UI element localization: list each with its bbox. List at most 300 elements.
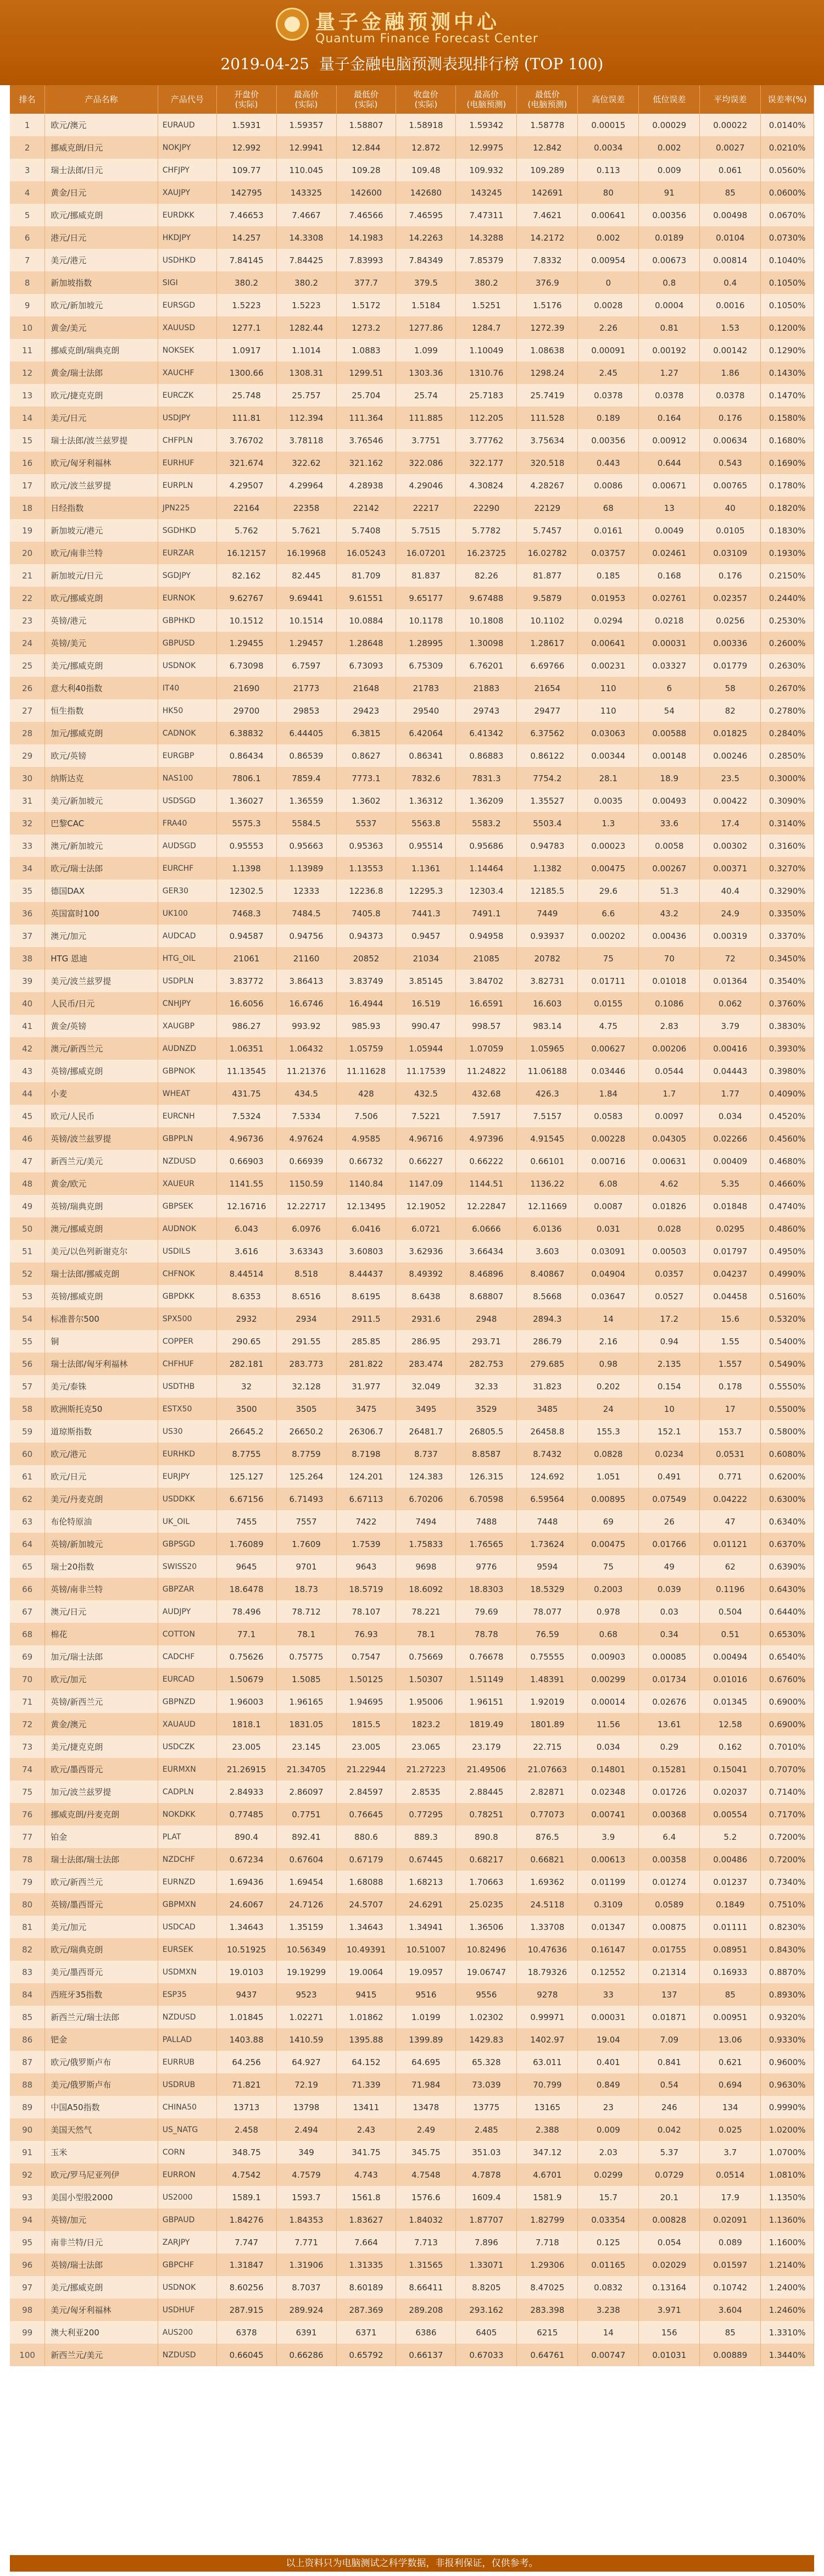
cell-product-name: 棉花 [45, 1623, 158, 1645]
column-header-sublabel: (实际) [414, 99, 438, 109]
cell-high-actual: 24.7126 [276, 1893, 336, 1916]
cell-high-actual: 25.757 [276, 384, 336, 407]
cell-product-code: CORN [158, 2141, 216, 2163]
cell-error-rate: 0.9990% [761, 2096, 814, 2118]
cell-close-actual: 1.5184 [396, 294, 456, 316]
cell-high-forecast: 12303.4 [456, 880, 517, 902]
table-row [10, 1172, 814, 1195]
cell-high-forecast: 14.3288 [456, 226, 517, 249]
table-row [10, 1195, 814, 1217]
cell-rank: 9 [10, 294, 45, 316]
table-row [10, 2141, 814, 2163]
cell-high-actual: 8.7759 [276, 1443, 336, 1465]
cell-close-actual: 6.42064 [396, 722, 456, 744]
table-row [10, 1510, 814, 1533]
cell-high-forecast: 7831.3 [456, 767, 517, 789]
cell-close-actual: 2.8535 [396, 1781, 456, 1803]
cell-product-name: 挪威克朗/瑞典克朗 [45, 339, 158, 361]
cell-open-actual: 1.01845 [216, 2006, 276, 2028]
cell-open-actual: 6.043 [216, 1217, 276, 1240]
cell-high-actual: 13798 [276, 2096, 336, 2118]
cell-product-name: 美元/泰铢 [45, 1375, 158, 1398]
table-row [10, 1420, 814, 1443]
cell-product-name: 黄金/瑞士法郎 [45, 361, 158, 384]
cell-product-code: USDHKD [158, 249, 216, 271]
table-row [10, 542, 814, 564]
cell-open-actual: 1818.1 [216, 1713, 276, 1735]
cell-high-actual: 1.06432 [276, 1037, 336, 1060]
cell-product-name: 英镑/新西兰元 [45, 1690, 158, 1713]
cell-high-actual: 3.78118 [276, 429, 336, 452]
cell-product-code: SIGI [158, 271, 216, 294]
cell-high-forecast: 1.30098 [456, 632, 517, 654]
cell-high-error: 0.00641 [578, 632, 639, 654]
cell-high-error: 0.00344 [578, 744, 639, 767]
cell-product-code: USDSGD [158, 789, 216, 812]
cell-product-code: AUDNOK [158, 1217, 216, 1240]
table-row [10, 1600, 814, 1623]
cell-low-error: 7.09 [639, 2028, 700, 2051]
cell-product-code: EURHUF [158, 452, 216, 474]
cell-low-actual: 22142 [336, 497, 396, 519]
cell-average-error: 0.02266 [700, 1127, 761, 1150]
column-header-label: 产品名称 [85, 94, 118, 104]
cell-product-name: 美元/俄罗斯卢布 [45, 2073, 158, 2096]
cell-product-code: COPPER [158, 1330, 216, 1353]
cell-low-error: 0.00356 [639, 204, 700, 226]
cell-high-error: 0.0828 [578, 1443, 639, 1465]
cell-rank: 88 [10, 2073, 45, 2096]
cell-low-forecast: 8.47025 [517, 2276, 578, 2299]
table-row [10, 136, 814, 159]
cell-low-error: 0.54 [639, 2073, 700, 2096]
cell-low-forecast: 347.12 [517, 2141, 578, 2163]
cell-low-forecast: 9594 [517, 1555, 578, 1578]
cell-product-name: 铂金 [45, 1826, 158, 1848]
cell-low-error: 6.4 [639, 1826, 700, 1848]
cell-low-forecast: 18.5329 [517, 1578, 578, 1600]
cell-low-actual: 1.13553 [336, 857, 396, 880]
cell-low-error: 0.01274 [639, 1871, 700, 1893]
cell-low-actual: 1.94695 [336, 1690, 396, 1713]
cell-low-forecast: 4.28267 [517, 474, 578, 497]
cell-error-rate: 1.2140% [761, 2254, 814, 2276]
cell-low-forecast: 0.64761 [517, 2344, 578, 2366]
cell-low-actual: 71.339 [336, 2073, 396, 2096]
cell-rank: 60 [10, 1443, 45, 1465]
cell-low-forecast: 21654 [517, 677, 578, 699]
cell-high-forecast: 1.87707 [456, 2208, 517, 2231]
cell-rank: 71 [10, 1690, 45, 1713]
cell-low-error: 70 [639, 947, 700, 970]
cell-low-actual: 142600 [336, 181, 396, 204]
cell-product-name: 英镑/瑞士法郎 [45, 2254, 158, 2276]
disclaimer-footer: 以上资料只为电脑测试之科学数据，非报利保证，仅供参考。 [10, 2555, 814, 2572]
cell-product-name: 欧元/挪威克朗 [45, 204, 158, 226]
cell-product-name: 英镑/港元 [45, 609, 158, 632]
cell-open-actual: 21061 [216, 947, 276, 970]
cell-close-actual: 25.74 [396, 384, 456, 407]
cell-average-error: 0.1849 [700, 1893, 761, 1916]
cell-low-error: 0.00631 [639, 1150, 700, 1172]
cell-low-error: 1.7 [639, 1082, 700, 1105]
cell-open-actual: 3.76702 [216, 429, 276, 452]
cell-open-actual: 29700 [216, 699, 276, 722]
table-row [10, 2163, 814, 2186]
cell-rank: 99 [10, 2321, 45, 2344]
cell-low-forecast: 983.14 [517, 1015, 578, 1037]
cell-high-error: 33 [578, 1983, 639, 2006]
cell-product-name: 美元/以色列新谢克尔 [45, 1240, 158, 1262]
cell-low-actual: 321.162 [336, 452, 396, 474]
cell-rank: 39 [10, 970, 45, 992]
cell-product-code: EURRON [158, 2163, 216, 2186]
cell-low-actual: 0.67179 [336, 1848, 396, 1871]
cell-low-actual: 1.58807 [336, 114, 396, 136]
cell-average-error: 0.176 [700, 407, 761, 429]
table-row [10, 744, 814, 767]
column-header-label: 收盘价 [413, 90, 438, 99]
cell-high-forecast: 0.66222 [456, 1150, 517, 1172]
table-row [10, 316, 814, 339]
cell-high-error: 0.00356 [578, 429, 639, 452]
cell-low-forecast: 6215 [517, 2321, 578, 2344]
cell-open-actual: 380.2 [216, 271, 276, 294]
cell-product-name: 英镑/瑞典克朗 [45, 1195, 158, 1217]
cell-close-actual: 1277.86 [396, 316, 456, 339]
cell-high-forecast: 9.67488 [456, 587, 517, 609]
cell-low-forecast: 7.8332 [517, 249, 578, 271]
cell-low-error: 0.00206 [639, 1037, 700, 1060]
cell-low-actual: 1.83627 [336, 2208, 396, 2231]
cell-error-rate: 0.1930% [761, 542, 814, 564]
cell-high-error: 0.00954 [578, 249, 639, 271]
table-row [10, 2006, 814, 2028]
cell-average-error: 1.86 [700, 361, 761, 384]
cell-product-code: WHEAT [158, 1082, 216, 1105]
cell-low-error: 0.13164 [639, 2276, 700, 2299]
cell-rank: 56 [10, 1353, 45, 1375]
cell-low-actual: 81.709 [336, 564, 396, 587]
cell-high-error: 0.03063 [578, 722, 639, 744]
cell-average-error: 0.10742 [700, 2276, 761, 2299]
cell-low-forecast: 0.86122 [517, 744, 578, 767]
cell-low-error: 152.1 [639, 1420, 700, 1443]
cell-high-error: 0.0832 [578, 2276, 639, 2299]
cell-high-error: 0.03446 [578, 1060, 639, 1082]
brand-name-cn: 量子金融预测中心 [315, 10, 500, 34]
cell-product-name: 英镑/美元 [45, 632, 158, 654]
cell-average-error: 58 [700, 677, 761, 699]
cell-average-error: 0.00765 [700, 474, 761, 497]
cell-high-error: 23 [578, 2096, 639, 2118]
table-row [10, 1330, 814, 1353]
cell-low-error: 0.00673 [639, 249, 700, 271]
cell-product-name: 美国小型股2000 [45, 2186, 158, 2208]
cell-open-actual: 986.27 [216, 1015, 276, 1037]
cell-close-actual: 1.36312 [396, 789, 456, 812]
cell-average-error: 0.621 [700, 2051, 761, 2073]
cell-high-error: 24 [578, 1398, 639, 1420]
cell-low-error: 0.028 [639, 1217, 700, 1240]
cell-low-actual: 0.76645 [336, 1803, 396, 1826]
cell-close-actual: 12.872 [396, 136, 456, 159]
cell-rank: 29 [10, 744, 45, 767]
cell-close-actual: 10.1178 [396, 609, 456, 632]
cell-open-actual: 13713 [216, 2096, 276, 2118]
cell-product-name: 瑞士法郎/日元 [45, 159, 158, 181]
cell-average-error: 0.0104 [700, 226, 761, 249]
cell-low-forecast: 1.82799 [517, 2208, 578, 2231]
cell-high-actual: 29853 [276, 699, 336, 722]
cell-low-error: 0.01755 [639, 1938, 700, 1961]
cell-high-forecast: 0.67033 [456, 2344, 517, 2366]
column-header-label: 最低价 [353, 90, 378, 99]
cell-close-actual: 1399.89 [396, 2028, 456, 2051]
cell-error-rate: 0.3450% [761, 947, 814, 970]
cell-high-forecast: 1609.4 [456, 2186, 517, 2208]
cell-product-name: 新西兰元/美元 [45, 2344, 158, 2366]
cell-average-error: 0.0514 [700, 2163, 761, 2186]
cell-open-actual: 16.12157 [216, 542, 276, 564]
cell-average-error: 0.51 [700, 1623, 761, 1645]
cell-high-actual: 72.19 [276, 2073, 336, 2096]
table-row [10, 1082, 814, 1105]
column-header-label: 最高价 [474, 90, 499, 99]
table-row [10, 226, 814, 249]
cell-high-error: 0.009 [578, 2118, 639, 2141]
cell-close-actual: 289.208 [396, 2299, 456, 2321]
cell-low-error: 0.491 [639, 1465, 700, 1488]
cell-high-actual: 0.75775 [276, 1645, 336, 1668]
cell-close-actual: 71.984 [396, 2073, 456, 2096]
cell-open-actual: 32 [216, 1375, 276, 1398]
cell-low-actual: 1561.8 [336, 2186, 396, 2208]
cell-rank: 100 [10, 2344, 45, 2366]
cell-high-actual: 2.86097 [276, 1781, 336, 1803]
cell-close-actual: 6.75309 [396, 654, 456, 677]
table-row [10, 1690, 814, 1713]
cell-product-code: GBPPLN [158, 1127, 216, 1150]
logo-icon [276, 8, 309, 41]
cell-low-actual: 6.0416 [336, 1217, 396, 1240]
cell-rank: 55 [10, 1330, 45, 1353]
cell-error-rate: 0.0670% [761, 204, 814, 226]
ranking-table-container [10, 85, 814, 2366]
cell-product-name: HTG 恩迪 [45, 947, 158, 970]
cell-high-forecast: 1284.7 [456, 316, 517, 339]
cell-open-actual: 10.1512 [216, 609, 276, 632]
table-row [10, 654, 814, 677]
cell-high-error: 0.03757 [578, 542, 639, 564]
cell-product-code: AUDJPY [158, 1600, 216, 1623]
column-header-label: 最高价 [294, 90, 319, 99]
cell-close-actual: 4.7548 [396, 2163, 456, 2186]
cell-low-actual: 0.94373 [336, 925, 396, 947]
cell-open-actual: 2.458 [216, 2118, 276, 2141]
cell-product-code: USDNOK [158, 2276, 216, 2299]
cell-average-error: 0.176 [700, 564, 761, 587]
cell-average-error: 0.08951 [700, 1938, 761, 1961]
cell-low-error: 0.841 [639, 2051, 700, 2073]
cell-low-actual: 16.4944 [336, 992, 396, 1015]
cell-low-error: 0.01018 [639, 970, 700, 992]
cell-high-actual: 993.92 [276, 1015, 336, 1037]
cell-low-forecast: 6.59564 [517, 1488, 578, 1510]
table-row [10, 1645, 814, 1668]
cell-high-actual: 3.86413 [276, 970, 336, 992]
cell-low-error: 0.0589 [639, 1893, 700, 1916]
cell-average-error: 12.58 [700, 1713, 761, 1735]
cell-low-error: 4.62 [639, 1172, 700, 1195]
cell-high-actual: 0.95663 [276, 834, 336, 857]
cell-close-actual: 29540 [396, 699, 456, 722]
cell-product-name: 美元/捷克克朗 [45, 1735, 158, 1758]
column-header-sublabel: (实际) [235, 99, 258, 109]
cell-low-actual: 3.83749 [336, 970, 396, 992]
cell-low-error: 0.00192 [639, 339, 700, 361]
cell-high-actual: 8.6516 [276, 1285, 336, 1308]
cell-low-actual: 20852 [336, 947, 396, 970]
cell-high-error: 2.45 [578, 361, 639, 384]
cell-open-actual: 12.992 [216, 136, 276, 159]
cell-rank: 6 [10, 226, 45, 249]
cell-average-error: 40 [700, 497, 761, 519]
cell-low-error: 0.039 [639, 1578, 700, 1600]
cell-product-code: EURRUB [158, 2051, 216, 2073]
cell-high-actual: 110.045 [276, 159, 336, 181]
cell-close-actual: 379.5 [396, 271, 456, 294]
cell-low-error: 0.009 [639, 159, 700, 181]
cell-high-actual: 78.1 [276, 1623, 336, 1645]
cell-high-actual: 1.02271 [276, 2006, 336, 2028]
column-header [761, 85, 814, 114]
cell-average-error: 0.02037 [700, 1781, 761, 1803]
cell-close-actual: 10.51007 [396, 1938, 456, 1961]
cell-low-forecast: 109.289 [517, 159, 578, 181]
cell-high-forecast: 1144.51 [456, 1172, 517, 1195]
cell-error-rate: 0.4660% [761, 1172, 814, 1195]
cell-high-actual: 0.66286 [276, 2344, 336, 2366]
column-header [517, 85, 578, 114]
cell-product-code: USDHUF [158, 2299, 216, 2321]
cell-error-rate: 0.1430% [761, 361, 814, 384]
cell-open-actual: 9645 [216, 1555, 276, 1578]
cell-low-forecast: 8.5668 [517, 1285, 578, 1308]
cell-product-name: 瑞士法郎/匈牙利福林 [45, 1353, 158, 1375]
cell-rank: 15 [10, 429, 45, 452]
cell-high-actual: 6.71493 [276, 1488, 336, 1510]
cell-product-code: GBPZAR [158, 1578, 216, 1600]
table-row [10, 384, 814, 407]
cell-low-error: 0.02676 [639, 1690, 700, 1713]
cell-high-actual: 1.5085 [276, 1668, 336, 1690]
cell-low-actual: 7422 [336, 1510, 396, 1533]
cell-high-actual: 380.2 [276, 271, 336, 294]
cell-high-error: 0.0294 [578, 609, 639, 632]
cell-high-error: 0.125 [578, 2231, 639, 2254]
cell-high-error: 14 [578, 1308, 639, 1330]
cell-high-forecast: 12.22847 [456, 1195, 517, 1217]
cell-product-name: 欧元/新加坡元 [45, 294, 158, 316]
cell-product-code: HKDJPY [158, 226, 216, 249]
cell-average-error: 85 [700, 181, 761, 204]
cell-high-actual: 1.35159 [276, 1916, 336, 1938]
cell-low-forecast: 76.59 [517, 1623, 578, 1645]
table-row [10, 2276, 814, 2299]
cell-high-actual: 12.9941 [276, 136, 336, 159]
cell-high-error: 0.00641 [578, 204, 639, 226]
cell-high-error: 0.034 [578, 1735, 639, 1758]
cell-close-actual: 7.84349 [396, 249, 456, 271]
cell-high-error: 0.2003 [578, 1578, 639, 1600]
cell-close-actual: 23.065 [396, 1735, 456, 1758]
cell-high-forecast: 1.51149 [456, 1668, 517, 1690]
cell-product-code: EURJPY [158, 1465, 216, 1488]
cell-low-actual: 24.5707 [336, 1893, 396, 1916]
cell-product-code: NZDUSD [158, 1150, 216, 1172]
cell-low-forecast: 16.603 [517, 992, 578, 1015]
cell-error-rate: 0.3270% [761, 857, 814, 880]
column-header [456, 85, 517, 114]
cell-product-code: USDPLN [158, 970, 216, 992]
cell-high-forecast: 23.179 [456, 1735, 517, 1758]
cell-close-actual: 432.5 [396, 1082, 456, 1105]
cell-rank: 30 [10, 767, 45, 789]
cell-average-error: 0.062 [700, 992, 761, 1015]
cell-product-code: EURNZD [158, 1871, 216, 1893]
cell-open-actual: 3.83772 [216, 970, 276, 992]
cell-high-actual: 1150.59 [276, 1172, 336, 1195]
cell-low-actual: 16.05243 [336, 542, 396, 564]
cell-average-error: 0.03109 [700, 542, 761, 564]
column-header-label: 高位误差 [592, 94, 625, 104]
cell-low-actual: 1.28648 [336, 632, 396, 654]
cell-high-forecast: 351.03 [456, 2141, 517, 2163]
table-row [10, 1127, 814, 1150]
cell-product-name: 黄金/澳元 [45, 1713, 158, 1735]
cell-average-error: 23.5 [700, 767, 761, 789]
cell-low-forecast: 0.77073 [517, 1803, 578, 1826]
table-row [10, 1555, 814, 1578]
cell-average-error: 153.7 [700, 1420, 761, 1443]
cell-product-name: 欧元/南非兰特 [45, 542, 158, 564]
cell-high-error: 0.00903 [578, 1645, 639, 1668]
cell-close-actual: 1.05944 [396, 1037, 456, 1060]
cell-low-error: 0.8 [639, 271, 700, 294]
table-row [10, 114, 814, 136]
cell-low-actual: 1815.5 [336, 1713, 396, 1735]
cell-low-forecast: 0.99971 [517, 2006, 578, 2028]
cell-high-forecast: 9776 [456, 1555, 517, 1578]
cell-close-actual: 111.885 [396, 407, 456, 429]
cell-product-code: EURHKD [158, 1443, 216, 1465]
cell-open-actual: 64.256 [216, 2051, 276, 2073]
cell-high-forecast: 82.26 [456, 564, 517, 587]
cell-high-forecast: 11.24822 [456, 1060, 517, 1082]
cell-open-actual: 0.77485 [216, 1803, 276, 1826]
cell-product-name: 意大利40指数 [45, 677, 158, 699]
cell-error-rate: 0.3760% [761, 992, 814, 1015]
cell-average-error: 0.04222 [700, 1488, 761, 1510]
cell-rank: 22 [10, 587, 45, 609]
cell-open-actual: 78.496 [216, 1600, 276, 1623]
column-header [10, 85, 45, 114]
table-row [10, 249, 814, 271]
cell-high-error: 1.3 [578, 812, 639, 834]
cell-average-error: 0.15041 [700, 1758, 761, 1781]
cell-high-forecast: 32.33 [456, 1375, 517, 1398]
